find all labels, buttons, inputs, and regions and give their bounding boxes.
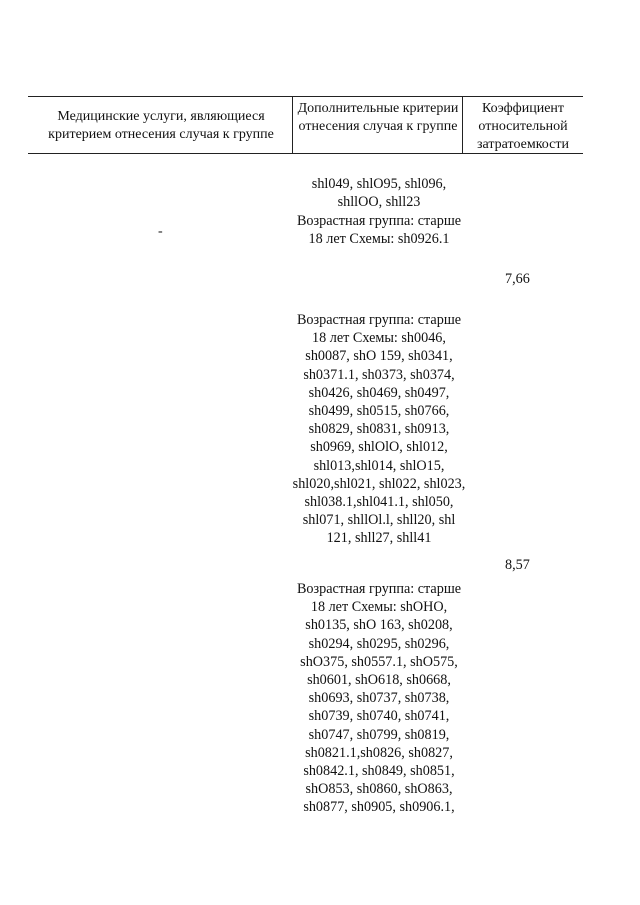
header-coefficient: Коэффициент относительной затратоемкости <box>477 101 569 152</box>
criteria-block-4: Возрастная группа: старше 18 лет Схемы: shOHO, sh0135, shO 163, sh0208, sh0294, sh0295, sh0296, shO375, sh0557.1, shO575, sh0601, shO618, sh0668, sh0693, sh0737, sh0738, sh0739, sh0740, sh0741, sh0747, sh0799, sh0819, sh0821.1,sh0826, sh0827, sh0842.1, sh0849, sh0851, shO853, sh0860, shO863, sh0877, sh0905, sh0906.1, <box>296 581 462 816</box>
criteria-block-1: shl049, shlO95, shl096, shllOO, shll23 <box>311 176 447 211</box>
header-services: Медицинские услуги, являющиеся критерием отнесения случая к группе <box>48 109 274 142</box>
column-divider <box>292 96 293 153</box>
coefficient-value-2: 8,57 <box>505 557 530 573</box>
criteria-block-2: Возрастная группа: старше 18 лет Схемы: sh0926.1 <box>296 213 462 248</box>
services-dash: - <box>158 224 163 239</box>
criteria-block-3: Возрастная группа: старше 18 лет Схемы: sh0046, sh0087, shO 159, sh0341, sh0371.1, sh0373, sh0374, sh0426, sh0469, sh0497, sh0499, sh0515, sh0766, sh0829, sh0831, sh0913, sh0969, shlOlO, shl012, shl013,shl014, shlO15, shl020,shl021, shl022, shl023, shl038.1,shl041.1, shl050, shl071, shllOl.l, shll20, shl 121, shll27, shll41 <box>292 312 466 547</box>
coefficient-value-1: 7,66 <box>505 271 530 287</box>
header-additional-criteria: Дополнительные критерии отнесения случая к группе <box>297 101 459 134</box>
